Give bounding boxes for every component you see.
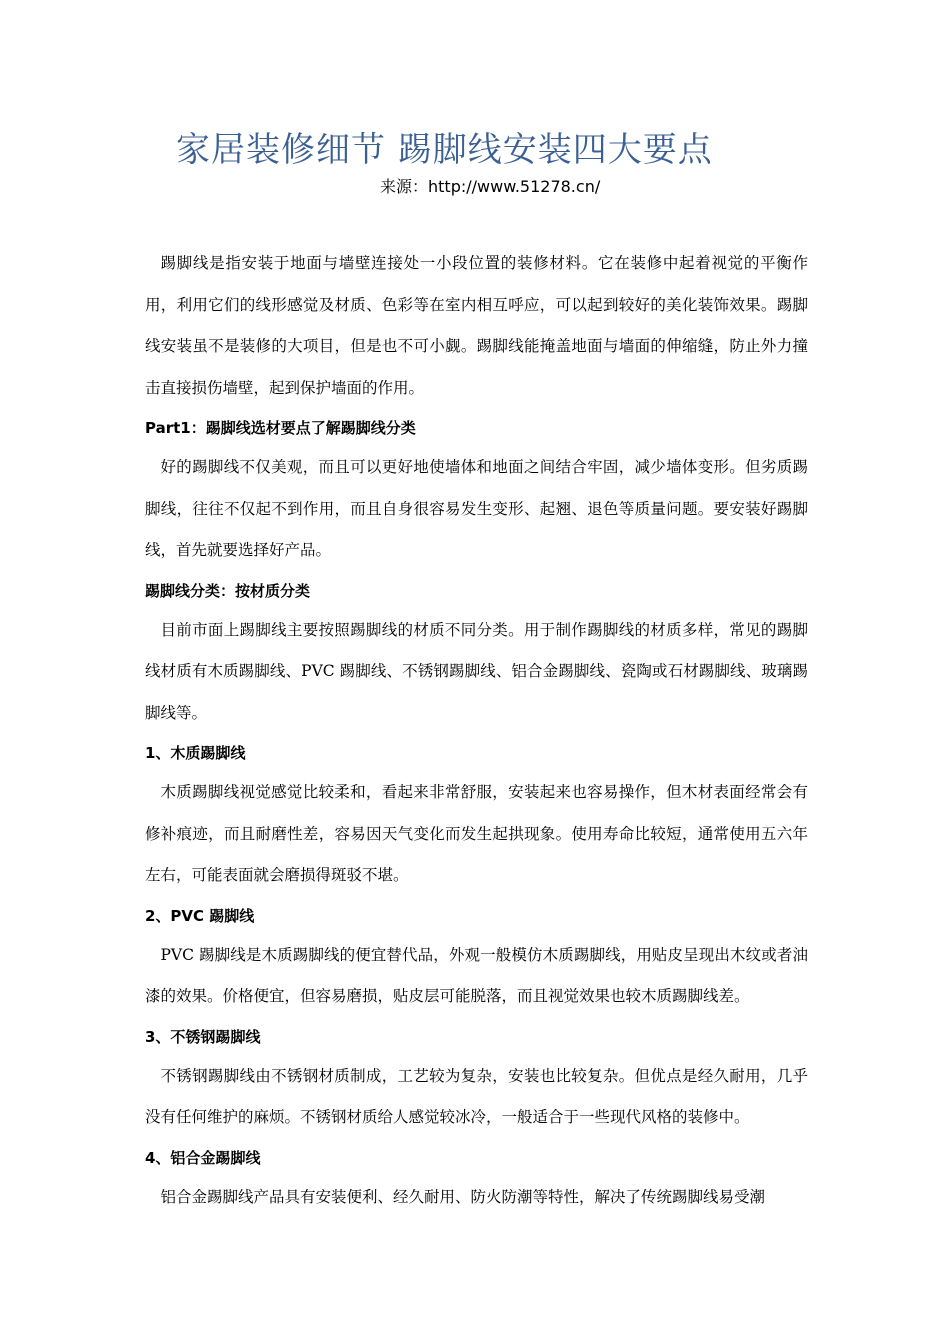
stainless-steel-heading: 3、不锈钢踢脚线 bbox=[145, 1027, 261, 1046]
pvc-heading: 2、PVC 踢脚线 bbox=[145, 906, 255, 925]
document-body bbox=[145, 243, 808, 1218]
part1-paragraph: 好的踢脚线不仅美观，而且可以更好地使墙体和地面之间结合牢固，减少墙体变形。但劣质踢脚线，往往不仅起不到作用，而且自身很容易发生变形、起翘、退色等质量问题。要安装好踢脚线，首先就要选择好产品。 bbox=[145, 458, 808, 559]
classification-paragraph: 目前市面上踢脚线主要按照踢脚线的材质不同分类。用于制作踢脚线的材质多样，常见的踢脚线材质有木质踢脚线、PVC 踢脚线、不锈钢踢脚线、铝合金踢脚线、瓷陶或石材踢脚线、玻璃踢脚线等。 bbox=[145, 620, 808, 722]
part1-heading: Part1：踢脚线选材要点了解踢脚线分类 bbox=[145, 419, 416, 437]
document-source bbox=[380, 176, 600, 198]
intro-paragraph: 踢脚线是指安装于地面与墙壁连接处一小段位置的装修材料。它在装修中起着视觉的平衡作用，利用它们的线形感觉及材质、色彩等在室内相互呼应，可以起到较好的美化装饰效果。踢脚线安装虽不是装修的大项目，但是也不可小觑。踢脚线能掩盖地面与墙面的伸缩缝，防止外力撞击直接损伤墙壁，起到保护墙面的作用。 bbox=[145, 254, 808, 397]
aluminum-heading: 4、铝合金踢脚线 bbox=[145, 1148, 261, 1167]
classification-heading: 踢脚线分类：按材质分类 bbox=[145, 581, 311, 600]
pvc-paragraph: PVC 踢脚线是木质踢脚线的便宜替代品，外观一般模仿木质踢脚线，用贴皮呈现出木纹或者油漆的效果。价格便宜，但容易磨损，贴皮层可能脱落，而且视觉效果也较木质踢脚线差。 bbox=[145, 945, 808, 1005]
wood-heading: 1、木质踢脚线 bbox=[145, 744, 246, 762]
wood-paragraph: 木质踢脚线视觉感觉比较柔和，看起来非常舒服，安装起来也容易操作，但木材表面经常会有修补痕迹，而且耐磨性差，容易因天气变化而发生起拱现象。使用寿命比较短，通常使用五六年左右，可能表面就会磨损得斑驳不堪。 bbox=[145, 783, 808, 884]
source-label: 来源： bbox=[380, 177, 429, 196]
aluminum-paragraph: 铝合金踢脚线产品具有安装便利、经久耐用、防火防潮等特性，解决了传统踢脚线易受潮 bbox=[160, 1187, 766, 1206]
source-url: http://www.51278.cn/ bbox=[428, 177, 601, 196]
document-title: 家居装修细节 踢脚线安装四大要点 bbox=[176, 130, 713, 170]
stainless-steel-paragraph: 不锈钢踢脚线由不锈钢材质制成，工艺较为复杂，安装也比较复杂。但优点是经久耐用，几乎没有任何维护的麻烦。不锈钢材质给人感觉较冰冷，一般适合于一些现代风格的装修中。 bbox=[145, 1066, 808, 1126]
